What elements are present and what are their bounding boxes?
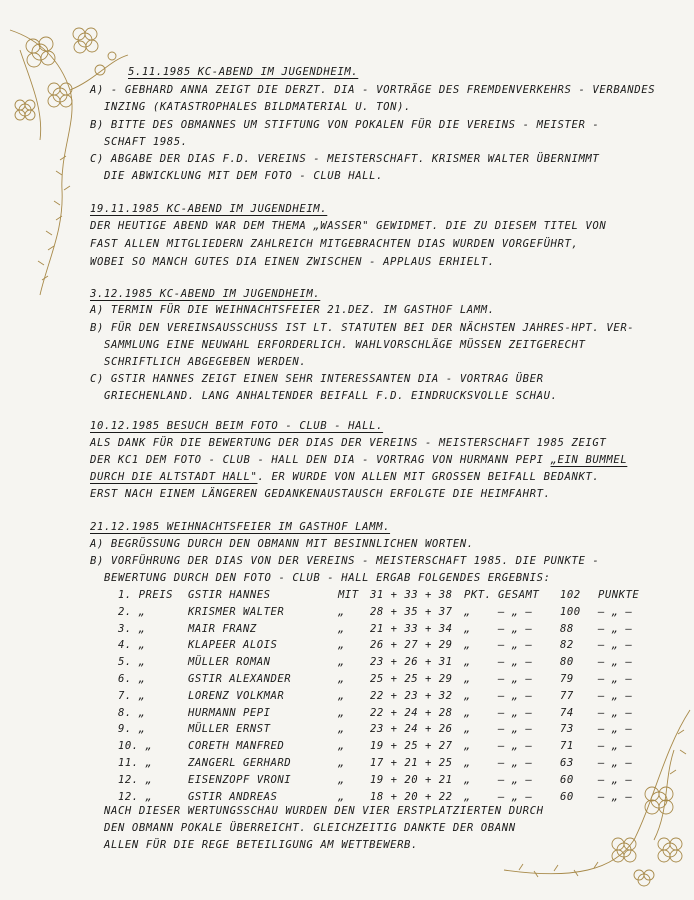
result-name: GSTIR HANNES xyxy=(188,589,271,601)
result-total: — „ — xyxy=(498,790,533,803)
section-1-line: INZING (KATASTROPHALES BILDMATERIAL U. TON). xyxy=(104,101,412,113)
result-points: 82 xyxy=(560,639,574,652)
result-with: MIT xyxy=(338,589,359,601)
result-calc: 19 + 25 + 27 xyxy=(370,740,453,753)
result-calc: 19 + 20 + 21 xyxy=(370,773,453,786)
result-rank: 7. „ xyxy=(118,689,146,702)
result-unit2: — „ — xyxy=(598,689,633,702)
result-unit: „ xyxy=(464,740,471,753)
result-total: — „ — xyxy=(498,740,533,753)
result-total: — „ — xyxy=(498,622,533,635)
result-unit2: — „ — xyxy=(598,757,633,769)
result-rank: 11. „ xyxy=(118,757,153,769)
result-unit2: — „ — xyxy=(598,706,633,719)
result-unit: „ xyxy=(464,689,471,702)
section-4-line: ALS DANK FÜR DIE BEWERTUNG DER DIAS DER VEREINS - MEISTERSCHAFT 1985 ZEIGT xyxy=(90,437,607,449)
result-with: „ xyxy=(338,740,345,753)
section-1-line: C) ABGABE DER DIAS F.D. VEREINS - MEISTERSCHAFT. KRISMER WALTER ÜBERNIMMT xyxy=(90,153,600,165)
result-name: ZANGERL GERHARD xyxy=(188,757,292,769)
result-rank: 3. „ xyxy=(118,622,146,635)
section-3-line: SAMMLUNG EINE NEUWAHL ERFORDERLICH. WAHLVORSCHLÄGE MÜSSEN ZEITGERECHT xyxy=(104,339,586,351)
result-with: „ xyxy=(338,706,345,719)
closing-line: ALLEN FÜR DIE REGE BETEILIGUNG AM WETTBEWERB. xyxy=(104,839,419,851)
result-points: 79 xyxy=(560,673,574,685)
result-calc: 28 + 35 + 37 xyxy=(370,605,453,618)
section-4-line xyxy=(90,471,599,483)
result-rank: 8. „ xyxy=(118,706,146,719)
result-name: EISENZOPF VRONI xyxy=(188,773,292,786)
result-total: — „ — xyxy=(498,673,533,685)
result-points: 60 xyxy=(560,773,574,786)
result-with: „ xyxy=(338,622,345,635)
result-with: „ xyxy=(338,673,345,685)
result-unit2: PUNKTE xyxy=(598,589,640,601)
section-3-line: GRIECHENLAND. LANG ANHALTENDER BEIFALL F.D. EINDRUCKSVOLLE SCHAU. xyxy=(104,390,558,402)
result-unit: „ xyxy=(464,622,471,635)
result-calc: 17 + 21 + 25 xyxy=(370,757,453,769)
result-total: GESAMT xyxy=(498,589,540,601)
result-calc: 22 + 24 + 28 xyxy=(370,706,453,719)
result-name: CORETH MANFRED xyxy=(188,740,285,753)
result-unit: PKT. xyxy=(464,589,492,601)
result-with: „ xyxy=(338,723,345,736)
section-3-heading: 3.12.1985 KC-ABEND IM JUGENDHEIM. xyxy=(90,288,321,300)
result-unit: „ xyxy=(464,639,471,652)
result-total: — „ — xyxy=(498,706,533,719)
section-4-title-quote: DURCH DIE ALTSTADT HALL" xyxy=(90,471,258,483)
result-calc: 22 + 23 + 32 xyxy=(370,689,453,702)
floral-ornament-top-left xyxy=(0,0,140,300)
result-points: 73 xyxy=(560,723,574,736)
section-5-line: A) BEGRÜSSUNG DURCH DEN OBMANN MIT BESINNLICHEN WORTEN. xyxy=(90,538,474,550)
section-4-text: DER KC1 DEM FOTO - CLUB - HALL DEN DIA - VORTRAG VON HURMANN PEPI xyxy=(90,454,544,466)
section-4-line: ERST NACH EINEM LÄNGEREN GEDANKENAUSTAUSCH ERFOLGTE DIE HEIMFAHRT. xyxy=(90,488,551,500)
result-with: „ xyxy=(338,605,345,618)
result-points: 71 xyxy=(560,740,574,753)
result-unit: „ xyxy=(464,673,471,685)
result-unit2: — „ — xyxy=(598,673,633,685)
section-1-line: SCHAFT 1985. xyxy=(104,136,188,148)
result-unit: „ xyxy=(464,773,471,786)
result-unit2: — „ — xyxy=(598,740,633,753)
section-4-line xyxy=(90,454,627,466)
result-rank: 1. PREIS xyxy=(118,589,174,601)
section-1-line: DIE ABWICKLUNG MIT DEM FOTO - CLUB HALL. xyxy=(104,170,384,182)
result-unit2: — „ — xyxy=(598,639,633,652)
result-rank: 2. „ xyxy=(118,605,146,618)
section-4-heading: 10.12.1985 BESUCH BEIM FOTO - CLUB - HALL. xyxy=(90,420,384,432)
result-points: 102 xyxy=(560,589,581,601)
result-total: — „ — xyxy=(498,656,533,669)
result-with: „ xyxy=(338,639,345,652)
result-total: — „ — xyxy=(498,773,533,786)
result-unit: „ xyxy=(464,706,471,719)
section-3-line: B) FÜR DEN VEREINSAUSSCHUSS IST LT. STATUTEN BEI DER NÄCHSTEN JAHRES-HPT. VER- xyxy=(90,322,635,334)
result-rank: 9. „ xyxy=(118,723,146,736)
section-5-heading: 21.12.1985 WEIHNACHTSFEIER IM GASTHOF LAMM. xyxy=(90,521,391,533)
result-points: 100 xyxy=(560,605,581,618)
result-total: — „ — xyxy=(498,723,533,736)
result-unit2: — „ — xyxy=(598,622,633,635)
result-rank: 12. „ xyxy=(118,790,153,803)
result-unit: „ xyxy=(464,656,471,669)
section-2-line: FAST ALLEN MITGLIEDERN ZAHLREICH MITGEBRACHTEN DIAS WURDEN VORGEFÜHRT, xyxy=(90,238,579,250)
closing-line: NACH DIESER WERTUNGSSCHAU WURDEN DEN VIER ERSTPLATZIERTEN DURCH xyxy=(104,805,544,817)
result-calc: 23 + 26 + 31 xyxy=(370,656,453,669)
result-unit: „ xyxy=(464,757,471,769)
result-with: „ xyxy=(338,773,345,786)
result-unit: „ xyxy=(464,790,471,803)
result-with: „ xyxy=(338,757,345,769)
result-points: 74 xyxy=(560,706,574,719)
result-with: „ xyxy=(338,656,345,669)
result-calc: 21 + 33 + 34 xyxy=(370,622,453,635)
section-5-line: B) VORFÜHRUNG DER DIAS VON DER VEREINS - MEISTERSCHAFT 1985. DIE PUNKTE - xyxy=(90,555,600,567)
section-4-title-quote: „EIN BUMMEL xyxy=(550,454,628,466)
result-calc: 23 + 24 + 26 xyxy=(370,723,453,736)
result-with: „ xyxy=(338,689,345,702)
section-1-line: B) BITTE DES OBMANNES UM STIFTUNG VON POKALEN FÜR DIE VEREINS - MEISTER - xyxy=(90,119,600,131)
section-1-line: A) - GEBHARD ANNA ZEIGT DIE DERZT. DIA - VORTRÄGE DES FREMDENVERKEHRS - VERBANDES xyxy=(90,84,656,96)
result-name: KRISMER WALTER xyxy=(188,605,285,618)
result-name: KLAPEER ALOIS xyxy=(188,639,278,652)
section-3-line: C) GSTIR HANNES ZEIGT EINEN SEHR INTERESSANTEN DIA - VORTRAG ÜBER xyxy=(90,373,544,385)
result-rank: 10. „ xyxy=(118,740,153,753)
result-with: „ xyxy=(338,790,345,803)
section-2-line: DER HEUTIGE ABEND WAR DEM THEMA „WASSER" GEWIDMET. DIE ZU DIESEM TITEL VON xyxy=(90,220,607,232)
result-unit2: — „ — xyxy=(598,656,633,669)
result-unit: „ xyxy=(464,723,471,736)
result-unit: „ xyxy=(464,605,471,618)
result-points: 60 xyxy=(560,790,574,803)
section-2-heading: 19.11.1985 KC-ABEND IM JUGENDHEIM. xyxy=(90,203,328,215)
result-name: MAIR FRANZ xyxy=(188,622,257,635)
result-points: 77 xyxy=(560,689,574,702)
result-total: — „ — xyxy=(498,689,533,702)
result-name: GSTIR ALEXANDER xyxy=(188,673,292,685)
result-name: HURMANN PEPI xyxy=(188,706,271,719)
result-rank: 4. „ xyxy=(118,639,146,652)
result-calc: 31 + 33 + 38 xyxy=(370,589,453,601)
result-name: GSTIR ANDREAS xyxy=(188,790,278,803)
result-unit2: — „ — xyxy=(598,605,633,618)
result-name: MÜLLER ROMAN xyxy=(188,656,271,669)
result-total: — „ — xyxy=(498,639,533,652)
section-3-line: SCHRIFTLICH ABGEGEBEN WERDEN. xyxy=(104,356,307,368)
section-4-text: . ER WURDE VON ALLEN MIT GROSSEN BEIFALL BEDANKT. xyxy=(257,471,600,483)
result-points: 88 xyxy=(560,622,574,635)
result-rank: 6. „ xyxy=(118,673,146,685)
section-1-heading: 5.11.1985 KC-ABEND IM JUGENDHEIM. xyxy=(128,66,359,78)
result-unit2: — „ — xyxy=(598,790,633,803)
result-unit2: — „ — xyxy=(598,773,633,786)
result-name: MÜLLER ERNST xyxy=(188,723,271,736)
result-calc: 26 + 27 + 29 xyxy=(370,639,453,652)
section-2-line: WOBEI SO MANCH GUTES DIA EINEN ZWISCHEN - APPLAUS ERHIELT. xyxy=(90,256,495,268)
result-unit2: — „ — xyxy=(598,723,633,736)
result-points: 63 xyxy=(560,757,574,769)
section-5-line: BEWERTUNG DURCH DEN FOTO - CLUB - HALL ERGAB FOLGENDES ERGEBNIS: xyxy=(104,572,551,584)
result-calc: 25 + 25 + 29 xyxy=(370,673,453,685)
result-rank: 5. „ xyxy=(118,656,146,669)
result-total: — „ — xyxy=(498,605,533,618)
closing-line: DEN OBMANN POKALE ÜBERREICHT. GLEICHZEITIG DANKTE DER OBANN xyxy=(104,822,516,834)
section-3-line: A) TERMIN FÜR DIE WEIHNACHTSFEIER 21.DEZ. IM GASTHOF LAMM. xyxy=(90,304,495,316)
result-rank: 12. „ xyxy=(118,773,153,786)
result-calc: 18 + 20 + 22 xyxy=(370,790,453,803)
result-points: 80 xyxy=(560,656,574,669)
result-name: LORENZ VOLKMAR xyxy=(188,689,285,702)
result-total: — „ — xyxy=(498,757,533,769)
